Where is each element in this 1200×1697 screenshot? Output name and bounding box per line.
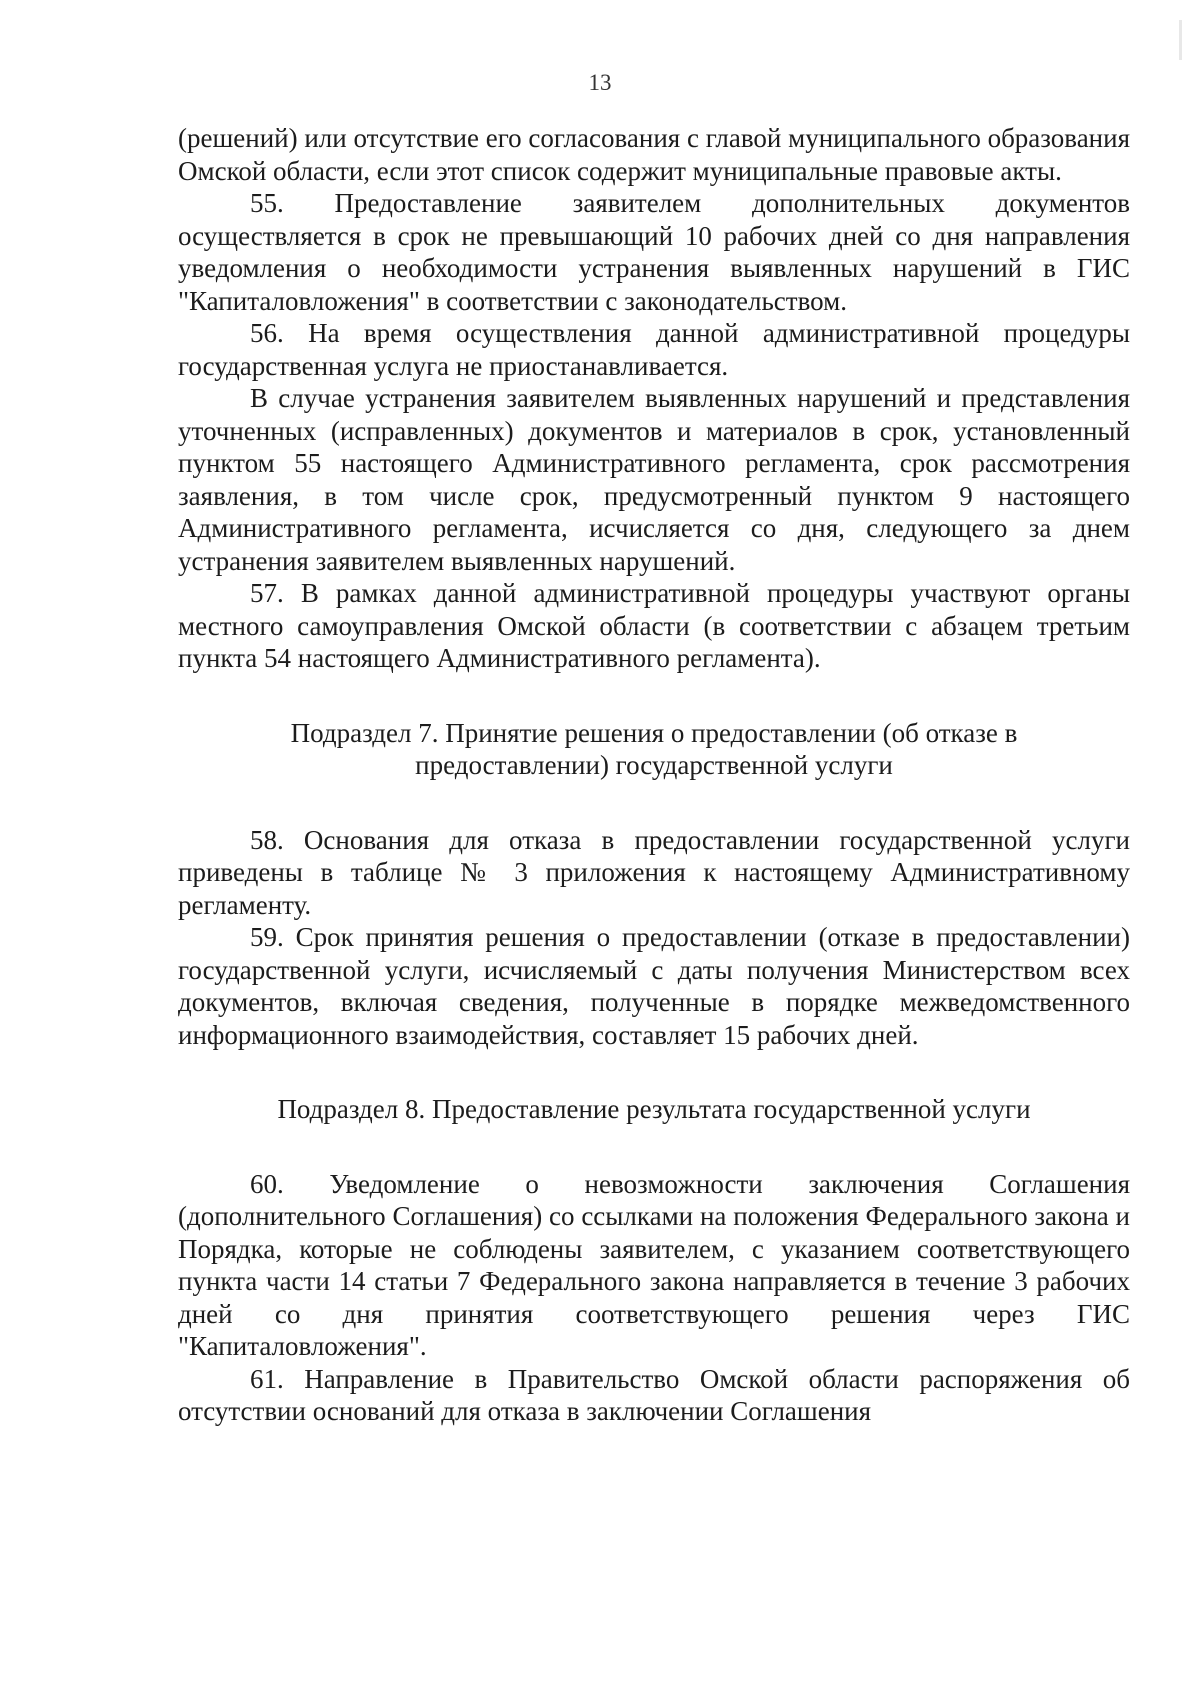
paragraph-60: 60. Уведомление о невозможности заключения Соглашения (дополнительного Соглашения) со ссылками на положения Федерального закона и Порядка, которые не соблюдены заявителем, с указанием соответствующего пункта части 14 статьи 7 Федерального закона направляется в течение 3 рабочих дней со дня принятия соответствующего решения через ГИС "Капиталовложения". xyxy=(178,1168,1130,1361)
paragraph-58: 58. Основания для отказа в предоставлении государственной услуги приведены в таблице № 3 приложения к настоящему Административному регламенту. xyxy=(178,824,1130,920)
paragraph-55: 55. Предоставление заявителем дополнительных документов осуществляется в срок не превышающий 10 рабочих дней со дня направления уведомления о необходимости устранения выявленных нарушений в ГИС "Капиталовложения" в соответствии с законодательством. xyxy=(178,188,1130,316)
subsection-7-heading: Подраздел 7. Принятие решения о предоставлении (об отказе в предоставлении) государственной услуги xyxy=(290,717,1018,780)
page-number: 13 xyxy=(588,70,612,95)
subsection-8-heading: Подраздел 8. Предоставление результата государственной услуги xyxy=(277,1094,1031,1124)
paragraph-61: 61. Направление в Правительство Омской области распоряжения об отсутствии оснований для отказа в заключении Соглашения xyxy=(178,1363,1130,1426)
paragraph-56: 56. На время осуществления данной административной процедуры государственная услуга не приостанавливается. xyxy=(178,318,1130,381)
paragraph-57: 57. В рамках данной административной процедуры участвуют органы местного самоуправления Омской области (в соответствии с абзацем третьим пункта 54 настоящего Административного регламента). xyxy=(178,578,1130,673)
document-body xyxy=(178,122,1130,1428)
scan-edge-mark xyxy=(1179,20,1182,60)
paragraph-continuation: (решений) или отсутствие его согласования с главой муниципального образования Омской области, если этот список содержит муниципальные правовые акты. xyxy=(178,123,1130,186)
paragraph-56-cont: В случае устранения заявителем выявленных нарушений и представления уточненных (исправленных) документов и материалов в срок, установленный пунктом 55 настоящего Административного регламента, срок рассмотрения заявления, в том числе срок, предусмотренный пунктом 9 настоящего Административного регламента, исчисляется со дня, следующего за днем устранения заявителем выявленных нарушений. xyxy=(178,383,1130,576)
paragraph-59: 59. Срок принятия решения о предоставлении (отказе в предоставлении) государственной услуги, исчисляемый с даты получения Министерством всех документов, включая сведения, полученные в порядке межведомственного информационного взаимодействия, составляет 15 рабочих дней. xyxy=(178,922,1130,1050)
